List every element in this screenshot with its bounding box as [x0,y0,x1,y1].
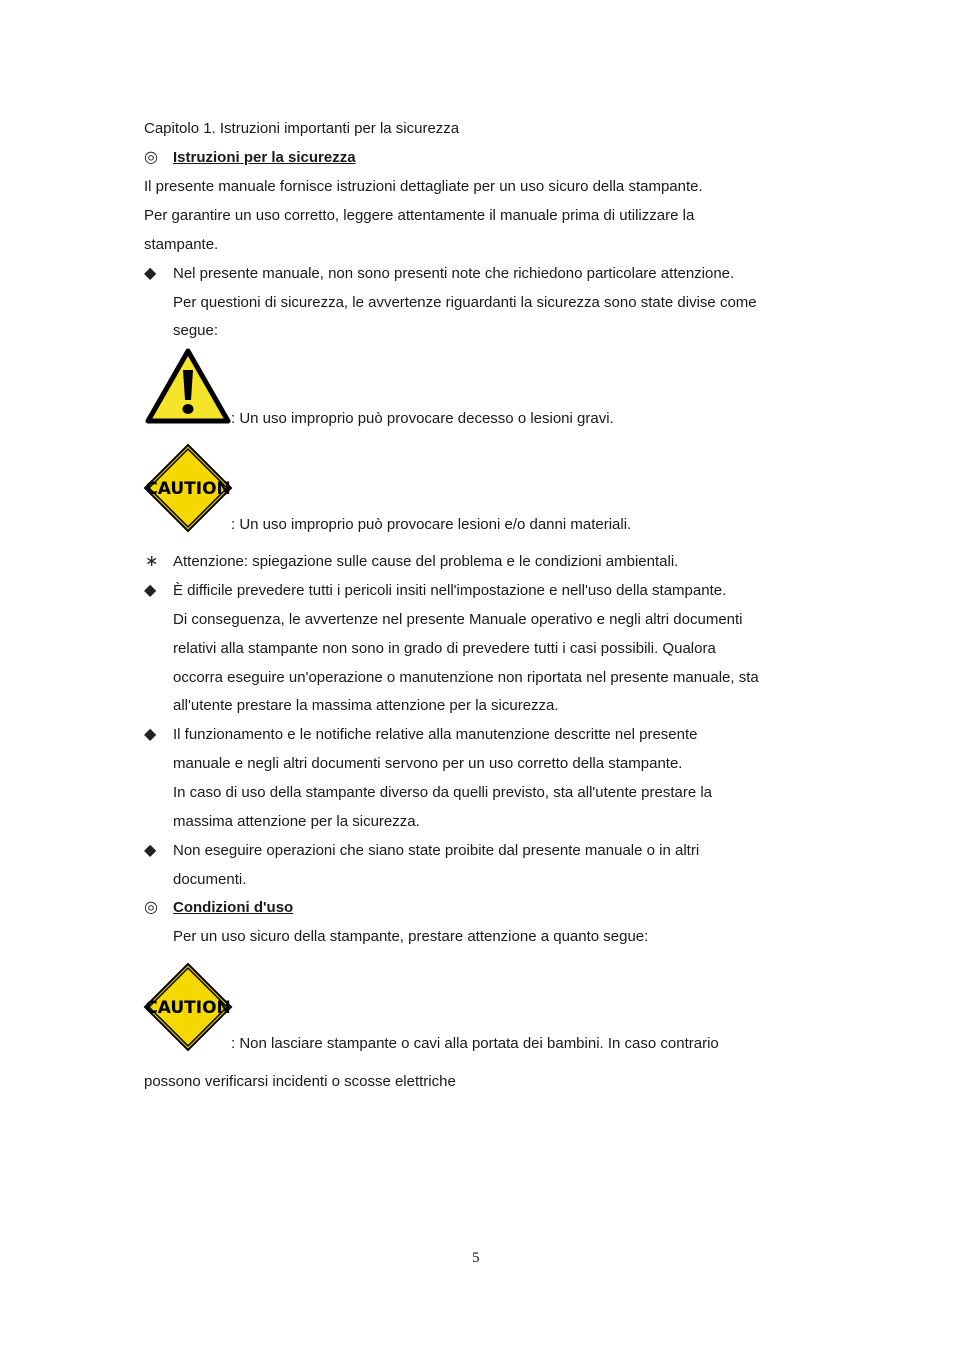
caution-diamond-icon [143,962,233,1052]
page-number: 5 [472,1250,480,1266]
bullet-line: Nel presente manuale, non sono presenti note che richiedono particolare attenzione. [173,265,735,282]
bullet-line: Non eseguire operazioni che siano state proibite dal presente manuale o in altri [173,842,700,859]
caution-description-continued: possono verificarsi incidenti o scosse elettriche [144,1073,456,1090]
bullet-line: manuale e negli altri documenti servono per un uso corretto della stampante. [173,755,683,772]
bullet-line: occorra eseguire un'operazione o manutenzione non riportata nel presente manuale, sta [173,669,759,686]
caution-icon-label: CAUTION [145,479,231,499]
bullet-line: all'utente prestare la massima attenzione per la sicurezza. [173,697,559,714]
section-heading-conditions: Condizioni d'uso [173,899,294,916]
bullet-line: In caso di uso della stampante diverso da quelli previsto, sta all'utente prestare la [173,784,713,801]
bullet-line: Per questioni di sicurezza, le avvertenze riguardanti la sicurezza sono state divise come [173,294,757,311]
caution-description: : Non lasciare stampante o cavi alla portata dei bambini. In caso contrario [231,1035,719,1052]
bullet-line: relativi alla stampante non sono in grado di prevedere tutti i casi possibili. Qualora [173,640,716,657]
section-heading-safety: Istruzioni per la sicurezza [173,149,356,166]
asterisk-icon: ∗ [145,553,159,570]
caution-description: : Un uso improprio può provocare lesioni e/o danni materiali. [231,516,632,533]
bullet-line: Di conseguenza, le avvertenze nel presente Manuale operativo e negli altri documenti [173,611,743,628]
bullet-line: massima attenzione per la sicurezza. [173,813,420,830]
caution-icon-label: CAUTION [145,998,231,1018]
conditions-intro: Per un uso sicuro della stampante, prestare attenzione a quanto segue: [173,928,649,945]
intro-line: Per garantire un uso corretto, leggere attentamente il manuale prima di utilizzare la [144,207,695,224]
bullet-line: documenti. [173,871,247,888]
warning-description: : Un uso improprio può provocare decesso o lesioni gravi. [231,410,614,427]
bullet-line: Il funzionamento e le notifiche relative alla manutenzione descritte nel presente [173,726,698,743]
circle-bullet-icon: ◎ [144,899,158,916]
intro-line: Il presente manuale fornisce istruzioni dettagliate per un uso sicuro della stampante. [144,178,703,195]
bullet-line: È difficile prevedere tutti i pericoli insiti nell'impostazione e nell'uso della stampante. [173,582,727,599]
intro-line: stampante. [144,236,219,253]
diamond-bullet-icon: ◆ [144,265,157,282]
bullet-line: segue: [173,322,219,339]
diamond-bullet-icon: ◆ [144,582,157,599]
diamond-bullet-icon: ◆ [144,842,157,859]
circle-bullet-icon: ◎ [144,149,158,166]
warning-triangle-icon [145,348,231,424]
note-line: Attenzione: spiegazione sulle cause del problema e le condizioni ambientali. [173,553,679,570]
caution-diamond-icon [143,443,233,533]
diamond-bullet-icon: ◆ [144,726,157,743]
chapter-title: Capitolo 1. Istruzioni importanti per la sicurezza [144,120,460,137]
